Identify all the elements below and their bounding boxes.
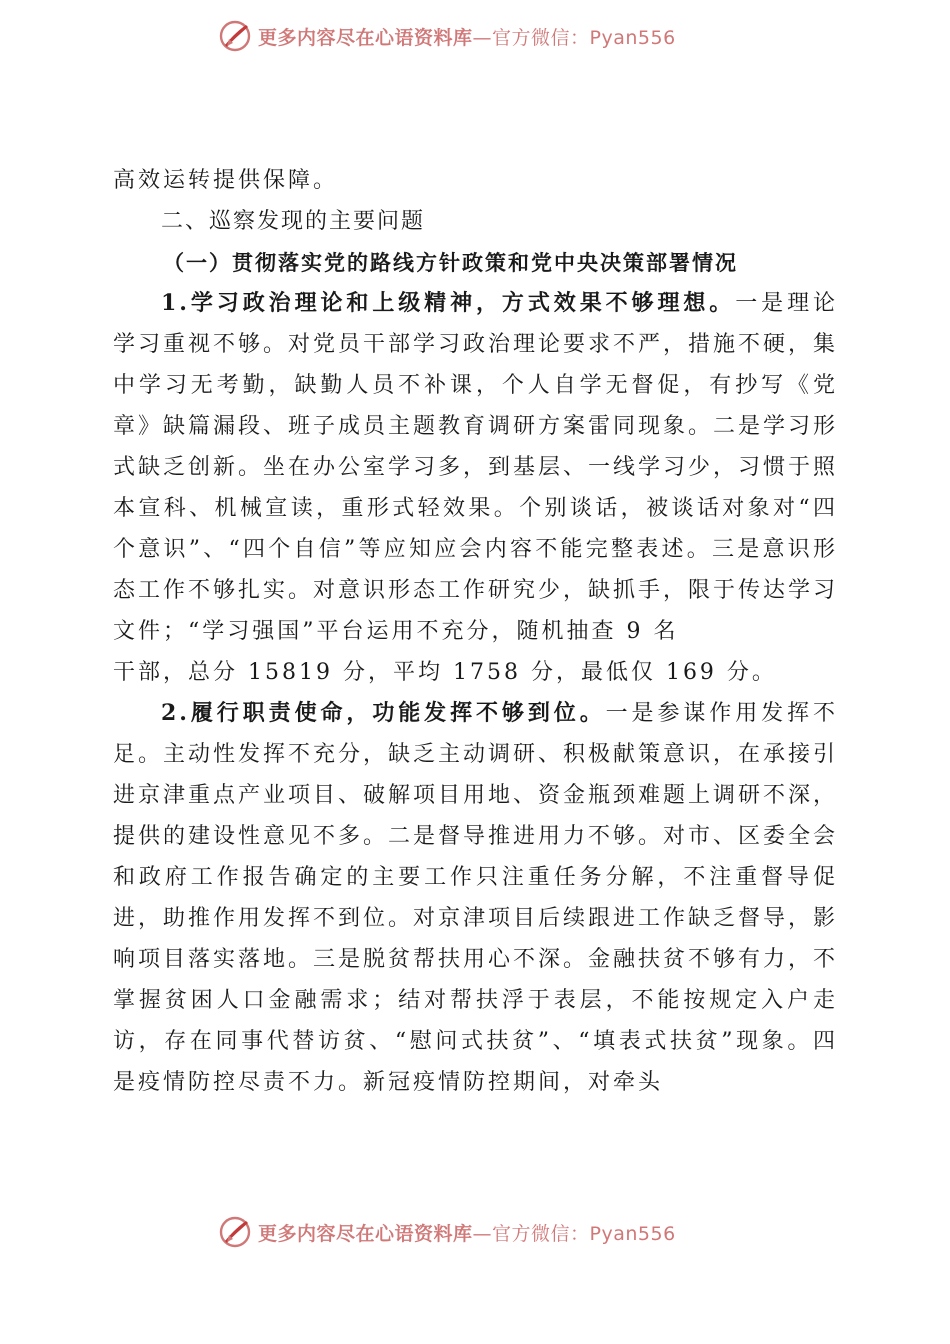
- item-1-lead: 1.学习政治理论和上级精神，方式效果不够理想。: [161, 290, 736, 316]
- item-1-body: 一是理论学习重视不够。对党员干部学习政治理论要求不严，措施不硬，集中学习无考勤，缺勤人员不补课，个人自学无督促，有抄写《党章》缺篇漏段、班子成员主题教育调研方案雷同现象。二是学习形式缺乏创新。坐在办公室学习多，到基层、一线学习少，习惯于照本宣科、机械宣读，重形式轻效果。个别谈话，被谈话对象对“四个意识”、“四个自信”等应知应会内容不能完整表述。三是意识形态工作不够扎实。对意识形态工作研究少，缺抓手，限于传达学习文件；“学习强国”平台运用不充分，随机抽查 9 名: [113, 291, 839, 644]
- banner-text: 更多内容尽在心语资料库—官方微信：Pyan556: [258, 26, 676, 49]
- header-watermark-banner: [218, 16, 738, 56]
- pen-circle-logo-icon: [218, 19, 252, 53]
- item-1-paragraph: [113, 283, 838, 652]
- subsection-heading: （一）贯彻落实党的路线方针政策和党中央决策部署情况: [163, 250, 738, 275]
- item-1-tail: 干部，总分 15819 分，平均 1758 分，最低仅 169 分。: [113, 660, 777, 685]
- item-2-paragraph: [113, 693, 838, 1103]
- continuation-line: 高效运转提供保障。: [113, 168, 339, 193]
- banner-text: 更多内容尽在心语资料库—官方微信：Pyan556: [258, 1222, 676, 1245]
- item-2-lead: 2.履行职责使命，功能发挥不够到位。: [161, 700, 606, 726]
- section-heading: 二、巡察发现的主要问题: [161, 209, 426, 234]
- item-2-body: 一是参谋作用发挥不足。主动性发挥不充分，缺乏主动调研、积极献策意识，在承接引进京津重点产业项目、破解项目用地、资金瓶颈难题上调研不深，提供的建设性意见不多。二是督导推进用力不够。对市、区委全会和政府工作报告确定的主要工作只注重任务分解，不注重督导促进，助推作用发挥不到位。对京津项目后续跟进工作缺乏督导，影响项目落实落地。三是脱贫帮扶用心不深。金融扶贫不够有力，不掌握贫困人口金融需求；结对帮扶浮于表层，不能按规定入户走访，存在同事代替访贫、“慰问式扶贫”、“填表式扶贫”现象。四是疫情防控尽责不力。新冠疫情防控期间，对牵头: [113, 701, 839, 1095]
- pen-circle-logo-icon: [218, 1215, 252, 1249]
- footer-watermark-banner: [218, 1212, 738, 1252]
- document-body: [113, 160, 838, 1103]
